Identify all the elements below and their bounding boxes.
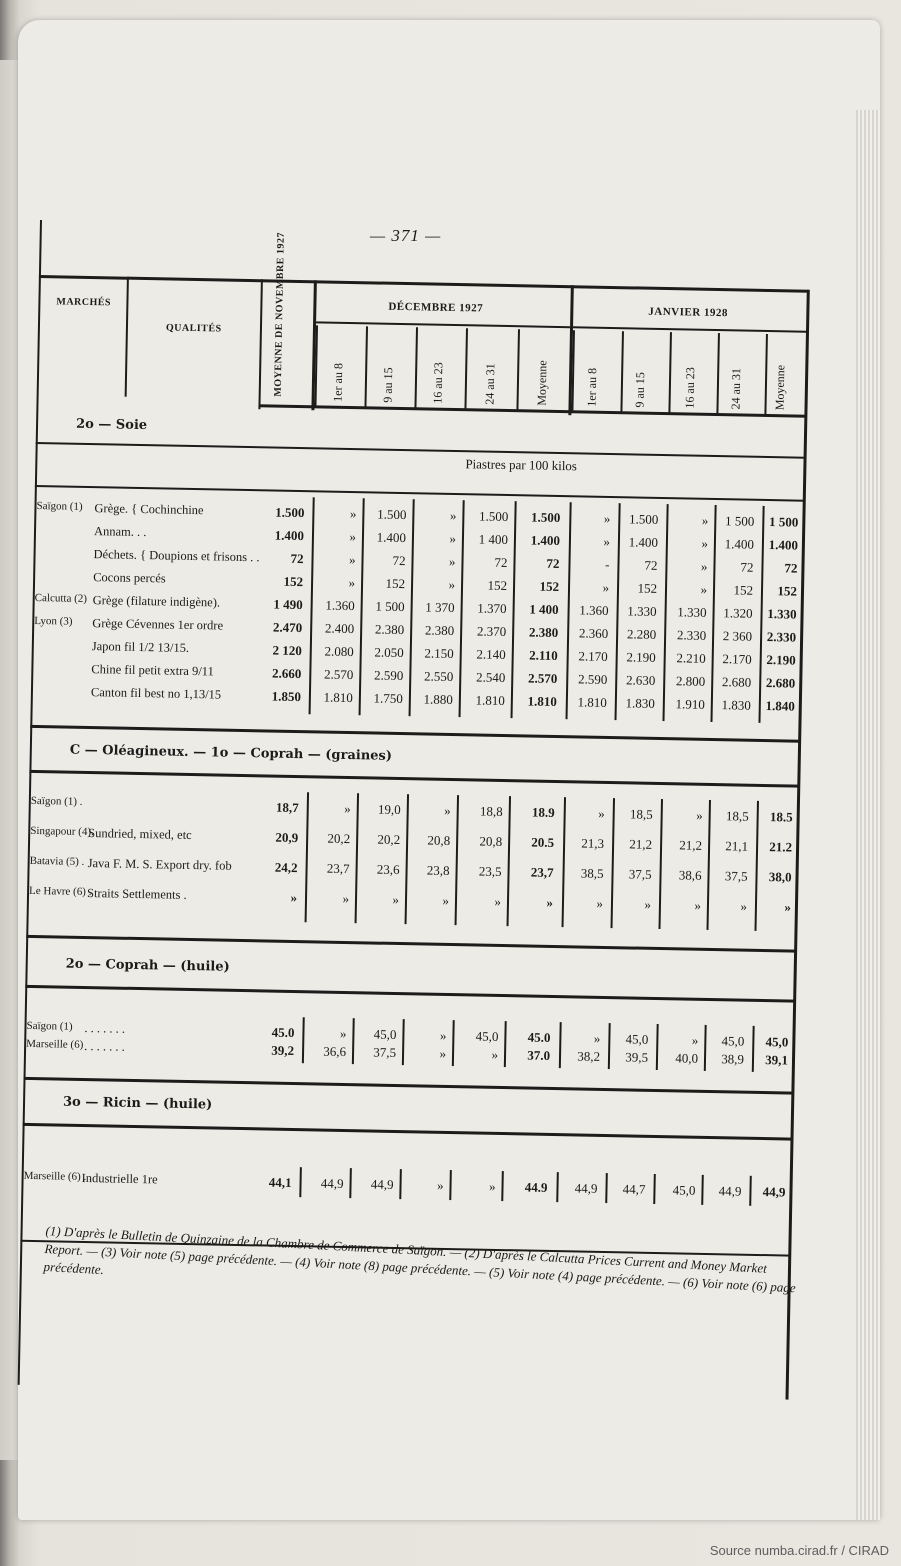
price-cell: » [593,1030,601,1046]
price-cell: 18.5 [769,809,793,825]
price-cell: 2.570 [323,666,354,683]
price-cell: 21,2 [629,836,653,852]
market-label: Marseille (6) [26,1037,84,1051]
soie-rule [36,442,806,459]
price-cell: 2.080 [324,643,354,660]
column-divider [516,329,519,411]
price-cell: 2.150 [424,645,454,662]
footnotes: (1) D'après le Bulletin de Quinzaine de la Chambre de Commerce de Saïgon. — (2) D'après le Calcutta Prices Current and Money Market Report. — (3) Voir note (5) page précédente. — (4) Voir note (8) page précédente. — (5) Voir note (4) page précédente. — (6) Voir note (6) page précédente. [43,1222,796,1296]
price-cell: 1.360 [325,597,355,614]
price-cell: » [442,892,450,908]
quality-label: Grège. { Cochinchine [94,501,204,518]
price-cell: 1 490 [273,596,303,613]
price-cell: 18,5 [629,806,653,822]
price-cell: 1.750 [373,690,404,707]
price-cell: 2.170 [578,648,608,664]
quality-label: . . . . . . . [84,1021,126,1036]
price-cell: » [290,889,298,906]
price-cell: 2 360 [722,628,753,644]
price-cell: 2.800 [675,673,706,689]
price-cell: 23,5 [478,863,502,879]
quality-label: Java F. M. S. Export dry. fob [87,856,232,873]
period-header: Moyenne [534,360,550,406]
price-cell: 72 [740,559,754,575]
column-divider [501,1171,503,1201]
quality-label: Annam. . . [93,524,147,540]
price-cell: 2.380 [374,621,405,638]
price-cell: 20,9 [275,829,299,846]
price-cell: 38,6 [678,867,702,883]
price-cell: 1.500 [628,511,659,527]
market-label: Marseille (6) . . [23,1169,92,1184]
price-cell: 1.330 [627,603,657,619]
quality-label: Grège Cévennes 1er ordre [92,616,224,633]
price-cell: 2.140 [476,646,506,663]
price-cell: 1 500 [375,598,405,615]
column-divider [399,1169,401,1199]
price-cell: » [348,551,356,568]
price-cell: 1.400 [628,534,659,550]
price-cell: 72 [546,555,560,572]
price-cell: 38,2 [577,1048,601,1064]
period-header: 9 au 15 [380,367,396,403]
price-cell: 20,2 [327,830,351,847]
period-header: 24 au 31 [482,363,498,405]
section-ricin: 3o — Ricin — (huile) [62,1094,213,1113]
price-cell: 37,5 [724,868,748,884]
price-cell: 45,0 [765,1034,789,1050]
market-label: Calcutta (2) [34,591,88,605]
price-cell: 45,0 [721,1033,745,1049]
price-cell: 2.110 [529,647,558,664]
price-cell: 37,5 [628,866,652,882]
price-cell: 1.360 [579,602,609,618]
price-cell: 152 [733,582,754,598]
price-cell: » [700,581,708,597]
price-cell: 45,0 [475,1028,499,1044]
column-divider [701,1175,703,1205]
price-cell: » [691,1032,699,1048]
quality-label: Sundried, mixed, etc [88,826,192,843]
price-cell: 45.0 [527,1029,551,1045]
price-cell: » [449,530,457,547]
price-cell: 152 [777,583,798,599]
price-cell: 1 400 [478,531,509,548]
header-moyenne-novembre: MOYENNE DE NOVEMBRE 1927 [272,232,287,397]
price-cell: 39,1 [765,1052,789,1068]
section-soie: 2o — Soie [75,416,148,434]
price-cell: » [546,894,554,910]
price-cell: 152 [283,573,304,590]
price-cell: » [348,574,356,591]
price-cell: 44,7 [622,1181,646,1197]
header-decembre: DÉCEMBRE 1927 [388,300,484,315]
coprah-rows [29,794,799,915]
col-divider-marches [125,277,129,397]
price-cell: » [701,535,709,551]
price-cell: 23,6 [376,861,400,878]
price-cell: » [349,529,357,545]
price-cell: 39,5 [625,1049,649,1065]
column-divider [605,1173,607,1203]
period-header: 16 au 23 [682,367,698,409]
soie-rows [34,499,805,714]
price-cell: 1.400 [376,529,407,546]
column-divider [364,326,367,408]
column-divider [668,332,671,414]
price-cell: » [602,579,610,595]
price-cell: 2.660 [271,665,302,682]
price-cell: 1.370 [477,600,507,617]
period-header: Moyenne [772,364,788,411]
price-cell: 2.190 [766,652,796,668]
quality-label: Cocons percés [93,570,166,586]
ricin-rule [23,1123,793,1141]
price-cell: 2.680 [721,674,752,690]
huile-rule [25,985,795,1003]
price-cell: 2.380 [424,622,455,639]
price-cell: 38,0 [768,869,792,885]
price-cell: 1.850 [271,688,302,705]
quality-label: Grège (filature indigène). [92,593,221,610]
price-cell: 44,9 [718,1183,742,1199]
price-cell: 2.630 [625,672,656,688]
price-cell: » [436,1177,444,1193]
dec-brace [316,321,570,328]
price-cell: 40,0 [675,1050,699,1066]
column-divider [716,333,719,415]
price-cell: 38,9 [721,1051,745,1067]
price-cell: 45.0 [271,1024,295,1041]
price-cell: » [694,897,702,913]
price-cell: 2.470 [272,619,303,636]
price-cell: 1.400 [724,536,755,552]
source-credit: Source numba.cirad.fr / CIRAD [709,1543,889,1558]
price-cell: 44,9 [574,1180,598,1196]
price-cell: » [439,1045,447,1061]
price-cell: 20,8 [427,832,451,848]
price-cell: 19,0 [377,801,401,818]
price-cell: 1.500 [275,504,305,521]
price-cell: 1 400 [529,601,559,618]
price-cell: » [494,893,502,909]
col-divider-qualites [258,279,262,409]
soie-body-rule [35,485,805,502]
column-divider [349,1168,351,1198]
price-cell: 1.830 [625,695,655,711]
price-table [18,220,810,1400]
price-cell: 2.330 [766,629,797,645]
price-cell: » [439,1027,447,1043]
price-cell: 21,3 [581,835,605,851]
price-cell: 1.500 [530,509,561,526]
price-cell: » [740,898,748,914]
price-cell: 21,2 [679,837,703,853]
price-cell: 2.550 [423,668,454,685]
price-cell: 37.0 [527,1047,551,1063]
price-cell: 72 [644,557,658,573]
price-cell: » [644,896,652,912]
price-cell: 44,9 [370,1176,394,1192]
column-divider [314,325,317,407]
period-header: 16 au 23 [430,362,446,404]
period-header: 24 au 31 [728,367,744,410]
price-cell: 72 [494,554,508,571]
table-top-rule [39,275,809,293]
price-cell: » [339,1025,347,1042]
column-divider [449,1170,451,1200]
price-cell: 152 [385,575,406,592]
quality-label: Straits Settlements . [86,886,187,902]
market-label: Lyon (3) [34,614,73,628]
price-cell: 1.810 [577,694,607,710]
price-cell: 2.570 [527,670,558,687]
price-cell: 1.400 [274,527,305,544]
quality-label: Chine fil petit extra 9/11 [91,662,214,679]
market-label: Saïgon (1) [26,1019,73,1033]
price-cell: 23,7 [530,864,554,880]
price-cell: » [603,533,611,549]
price-cell: 2.210 [676,650,706,666]
price-cell: » [448,553,456,570]
price-cell: 20.5 [531,834,555,850]
column-divider [764,334,767,416]
price-cell: 18,8 [479,803,503,819]
section-oleagineux: C — Oléagineux. — 1o — Coprah — (graines) [69,742,393,764]
huile-top-rule [26,935,796,953]
price-cell: 152 [637,580,658,596]
price-cell: 1.330 [767,606,797,622]
price-cell: » [701,512,709,528]
quality-label: Déchets. { Doupions et frisons . . [93,547,260,565]
price-cell: 1.810 [323,689,354,706]
price-cell: » [342,890,350,907]
price-cell: 152 [539,578,560,595]
header-janvier: JANVIER 1928 [648,305,729,320]
price-cell: 45,0 [373,1026,397,1042]
price-cell: 20,2 [377,831,401,848]
price-cell: 1.830 [721,697,751,713]
price-cell: 36,6 [323,1043,347,1060]
price-cell: 23,8 [426,862,450,878]
price-cell: 2.590 [373,667,404,684]
price-cell: » [696,807,703,823]
price-cell: » [596,895,604,911]
price-cell: 1.810 [527,693,557,710]
price-cell: 1.810 [475,692,506,709]
unit-label: Piastres par 100 kilos [465,456,578,474]
price-cell: 2.170 [722,651,752,667]
price-cell: 1.500 [377,506,407,523]
quality-label: . . . . . . . [84,1039,125,1054]
price-cell: 45,0 [672,1182,696,1198]
price-cell: 1.880 [423,691,454,708]
price-cell: » [349,506,357,522]
quality-label: Industrielle 1re [81,1170,158,1187]
quality-label: Japon fil 1/2 13/15. [91,639,190,655]
price-cell: 21.2 [769,839,793,855]
column-divider [653,1174,655,1204]
market-label: Saïgon (1) . [30,794,83,808]
price-cell: 45,0 [625,1031,649,1047]
ricin-rows [22,1169,792,1200]
price-cell: 2.280 [626,626,657,642]
coprah-rule [29,770,799,788]
price-cell: 2 120 [272,642,302,659]
column-divider [571,330,574,412]
price-cell: 44,9 [320,1175,344,1192]
price-cell: 2.360 [578,625,609,641]
price-cell: 2.400 [324,620,355,637]
price-cell: 20,8 [479,833,503,849]
price-cell: 152 [487,577,508,594]
page-number: — 371 — [370,226,442,245]
price-cell: 1.320 [723,605,753,621]
price-cell: » [392,891,400,908]
price-cell: 1.910 [675,696,705,712]
section-coprah-huile: 2o — Coprah — (huile) [65,956,230,975]
price-cell: 1.400 [768,537,799,553]
price-cell: 1.840 [765,698,795,714]
price-cell: 72 [290,550,304,567]
jan-brace [573,326,806,332]
oleag-top-rule [30,725,800,743]
price-cell: 1.330 [677,604,707,620]
price-cell: 39,2 [271,1042,295,1059]
header-bottom-rule [258,404,806,418]
price-cell: 18,7 [275,799,299,816]
price-cell: 72 [784,560,798,576]
price-cell: » [488,1178,496,1194]
price-cell: 21,1 [725,838,749,854]
period-header: 1er au 8 [330,362,346,402]
price-cell: 1 500 [724,513,755,529]
price-cell: 1 500 [768,514,799,530]
period-header: 1er au 8 [584,367,600,407]
column-divider [299,1167,301,1197]
price-cell: 2.590 [577,671,608,687]
price-cell: » [491,1046,499,1062]
price-cell: 1.400 [530,532,561,549]
price-cell: 2.330 [676,627,707,643]
price-cell: 2.190 [626,649,656,665]
market-label: Batavia (5) . [29,854,85,868]
price-cell: 72 [392,552,406,569]
price-cell: » [344,800,351,817]
price-cell: - [605,556,610,572]
column-divider [556,1172,558,1202]
price-cell: 1 370 [425,599,455,616]
price-cell: 18,5 [725,808,749,824]
price-cell: 44,1 [268,1174,292,1191]
price-cell: » [444,802,451,818]
price-cell: » [448,576,456,593]
price-cell: 24,2 [274,859,298,876]
quality-label: Canton fil best no 1,13/15 [90,685,222,702]
price-cell: 37,5 [373,1044,397,1060]
price-cell: 2.370 [476,623,507,640]
huile-rows [25,1019,795,1068]
column-divider [414,327,417,409]
price-cell: » [784,899,792,915]
column-divider [464,328,467,410]
period-header: 9 au 15 [632,372,648,408]
ricin-top-rule [23,1077,793,1095]
market-label: Saïgon (1) [36,499,83,513]
price-cell: 2.380 [528,624,559,641]
price-cell: 1.500 [479,508,509,525]
header-marches: MARCHÉS [56,296,112,309]
price-cell: 44.9 [524,1179,548,1195]
price-cell: » [449,507,457,524]
price-cell: » [700,558,708,574]
price-cell: 38,5 [580,865,604,881]
price-cell: 44,9 [762,1184,786,1200]
column-divider [620,331,623,413]
header-qualites: QUALITÉS [165,322,222,335]
price-cell: 18.9 [531,804,555,820]
price-cell: 2.540 [475,669,506,686]
price-cell: 2.050 [374,644,404,661]
price-cell: » [598,805,605,821]
price-cell: » [603,510,611,527]
column-divider [749,1176,751,1206]
market-label: Le Havre (6) . [29,884,92,899]
page-stack-edge [856,110,880,1520]
market-label: Singapour (4). [30,824,94,839]
price-cell: 2.680 [765,675,796,691]
price-cell: 23,7 [326,860,350,877]
